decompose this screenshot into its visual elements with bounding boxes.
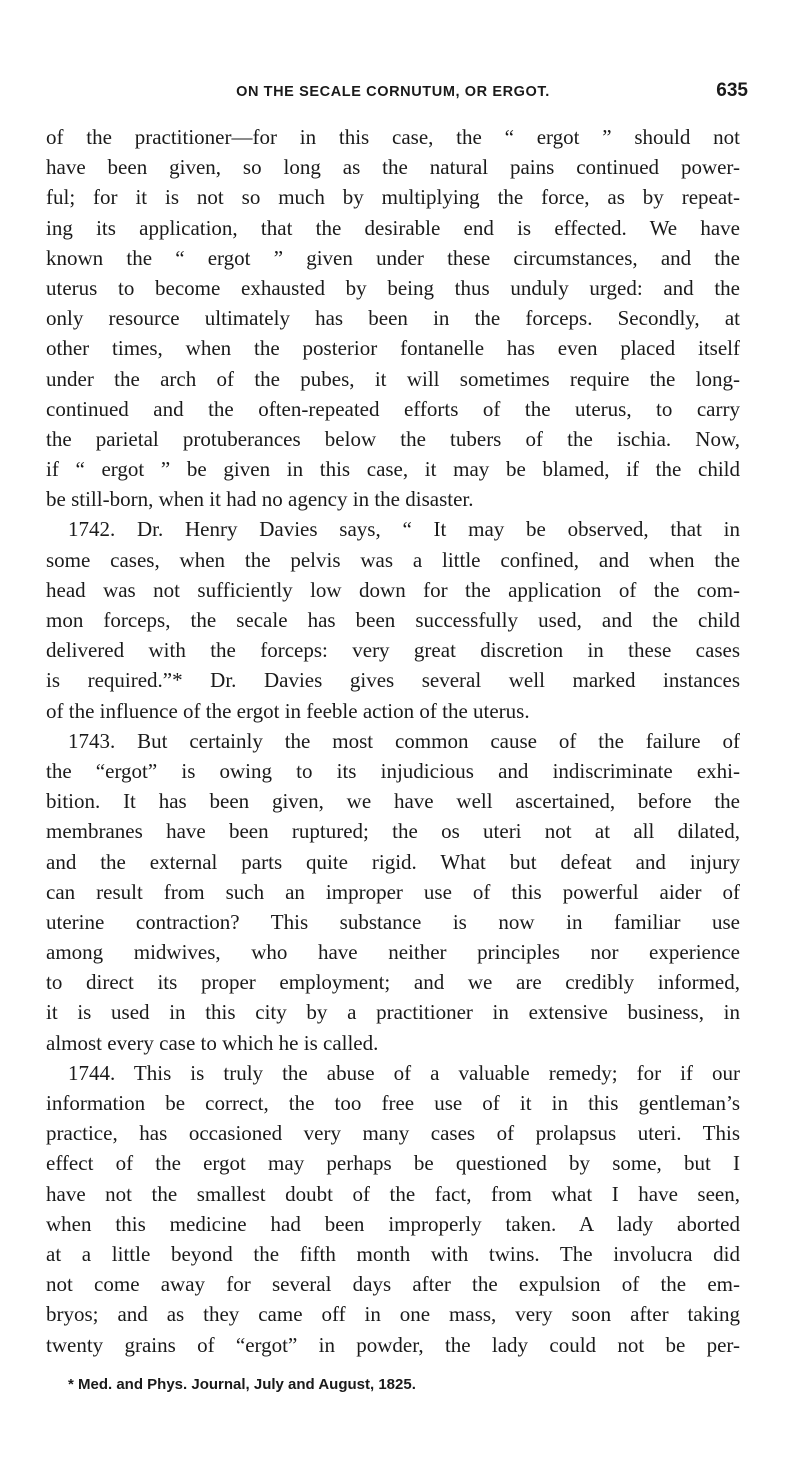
- text-line: other times, when the posterior fontanelle has even placed itself: [46, 336, 740, 361]
- text-line: be still-born, when it had no agency in the disaster.: [46, 487, 474, 512]
- text-line: and the external parts quite rigid. What but defeat and injury: [46, 849, 740, 874]
- text-line: membranes have been ruptured; the os uteri not at all dilated,: [46, 819, 740, 844]
- footnote: * Med. and Phys. Journal, July and August, 1825.: [68, 1376, 416, 1393]
- text-line: only resource ultimately has been in the forceps. Secondly, at: [46, 306, 740, 331]
- text-line: among midwives, who have neither principles nor experience: [46, 940, 740, 965]
- text-line: of the influence of the ergot in feeble action of the uterus.: [46, 698, 530, 723]
- text-line: some cases, when the pelvis was a little confined, and when the: [46, 547, 740, 572]
- text-line: have been given, so long as the natural pains continued power-: [46, 155, 740, 180]
- paragraph-1743-start: 1743. But certainly the most common cause of the failure of: [68, 728, 740, 753]
- text-line: is required.”* Dr. Davies gives several well marked instances: [46, 668, 740, 693]
- text-line: to direct its proper employment; and we are credibly informed,: [46, 970, 740, 995]
- text-line: known the “ ergot ” given under these circumstances, and the: [46, 245, 740, 270]
- text-line: if “ ergot ” be given in this case, it may be blamed, if the child: [46, 457, 740, 482]
- text-line: it is used in this city by a practitioner in extensive business, in: [46, 1000, 740, 1025]
- paragraph-1742-start: 1742. Dr. Henry Davies says, “ It may be observed, that in: [68, 517, 740, 542]
- text-line: practice, has occasioned very many cases of prolapsus uteri. This: [46, 1121, 740, 1146]
- running-head: [46, 80, 748, 106]
- text-line: almost every case to which he is called.: [46, 1030, 379, 1055]
- text-line: ing its application, that the desirable end is effected. We have: [46, 215, 740, 240]
- text-line: head was not sufficiently low down for the application of the com-: [46, 577, 740, 602]
- text-line: of the practitioner—for in this case, the “ ergot ” should not: [46, 125, 740, 149]
- text-line: information be correct, the too free use of it in this gentleman’s: [46, 1091, 740, 1115]
- paragraph-1744-start: 1744. This is truly the abuse of a valuable remedy; for if our: [68, 1060, 740, 1085]
- text-line: at a little beyond the fifth month with twins. The involucra did: [46, 1241, 740, 1266]
- text-line: not come away for several days after the expulsion of the em-: [46, 1272, 740, 1297]
- text-line: mon forceps, the secale has been successfully used, and the child: [46, 608, 740, 632]
- text-line: have not the smallest doubt of the fact, from what I have seen,: [46, 1181, 740, 1206]
- text-line: effect of the ergot may perhaps be questioned by some, but I: [46, 1151, 740, 1176]
- body-text: [46, 122, 740, 1360]
- text-line: bryos; and as they came off in one mass, very soon after taking: [46, 1302, 740, 1327]
- text-line: twenty grains of “ergot” in powder, the lady could not be per-: [46, 1332, 740, 1357]
- text-line: can result from such an improper use of this powerful aider of: [46, 879, 740, 904]
- text-line: delivered with the forceps: very great discretion in these cases: [46, 638, 740, 663]
- text-line: uterine contraction? This substance is now in familiar use: [46, 909, 740, 934]
- text-line: when this medicine had been improperly taken. A lady aborted: [46, 1211, 740, 1236]
- running-title: ON THE SECALE CORNUTUM, OR ERGOT.: [236, 84, 550, 100]
- text-line: uterus to become exhausted by being thus unduly urged: and the: [46, 275, 740, 300]
- text-line: under the arch of the pubes, it will sometimes require the long-: [46, 366, 740, 391]
- text-line: the “ergot” is owing to its injudicious and indiscriminate exhi-: [46, 758, 740, 783]
- text-line: the parietal protuberances below the tubers of the ischia. Now,: [46, 426, 740, 451]
- text-line: continued and the often-repeated efforts of the uterus, to carry: [46, 396, 740, 421]
- text-line: ful; for it is not so much by multiplying the force, as by repeat-: [46, 185, 740, 210]
- page-number: 635: [716, 80, 748, 101]
- text-line: bition. It has been given, we have well ascertained, before the: [46, 789, 740, 814]
